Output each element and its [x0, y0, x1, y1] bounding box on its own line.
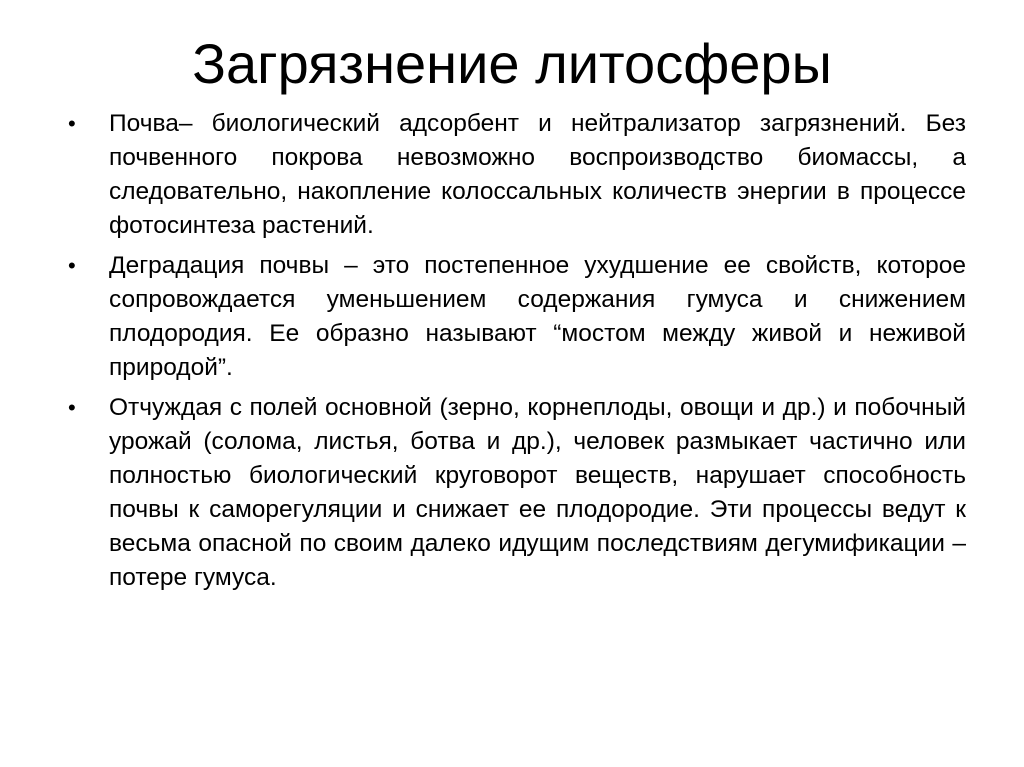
- slide-title: Загрязнение литосферы: [192, 32, 832, 95]
- bullet-marker: •: [68, 111, 76, 136]
- bullet-item: [64, 391, 966, 595]
- bullet-item: [64, 249, 966, 385]
- bullet-text: Отчуждая с полей основной (зерно, корнеплоды, овощи и др.) и побочный урожай (солома, листья, ботва и др.), человек размыкает частично или полностью биологический круговорот веществ, нарушает способность почвы к саморегуляции и снижает ее плодородие. Эти процессы ведут к весьма опасной по своим далеко идущим последствиям дегумификации – потере гумуса.: [109, 394, 966, 591]
- bullet-marker: •: [68, 395, 76, 420]
- bullet-marker: •: [68, 253, 76, 278]
- bullet-text: Деградация почвы – это постепенное ухудшение ее свойств, которое сопровождается уменьшением содержания гумуса и снижением плодородия. Ее образно называют “мостом между живой и неживой природой”.: [109, 252, 966, 381]
- bullet-text: Почва– биологический адсорбент и нейтрализатор загрязнений. Без почвенного покрова невозможно воспроизводство биомассы, а следовательно, накопление колоссальных количеств энергии в процессе фотосинтеза растений.: [109, 110, 966, 239]
- bullet-list: [64, 107, 966, 601]
- bullet-item: [64, 107, 966, 243]
